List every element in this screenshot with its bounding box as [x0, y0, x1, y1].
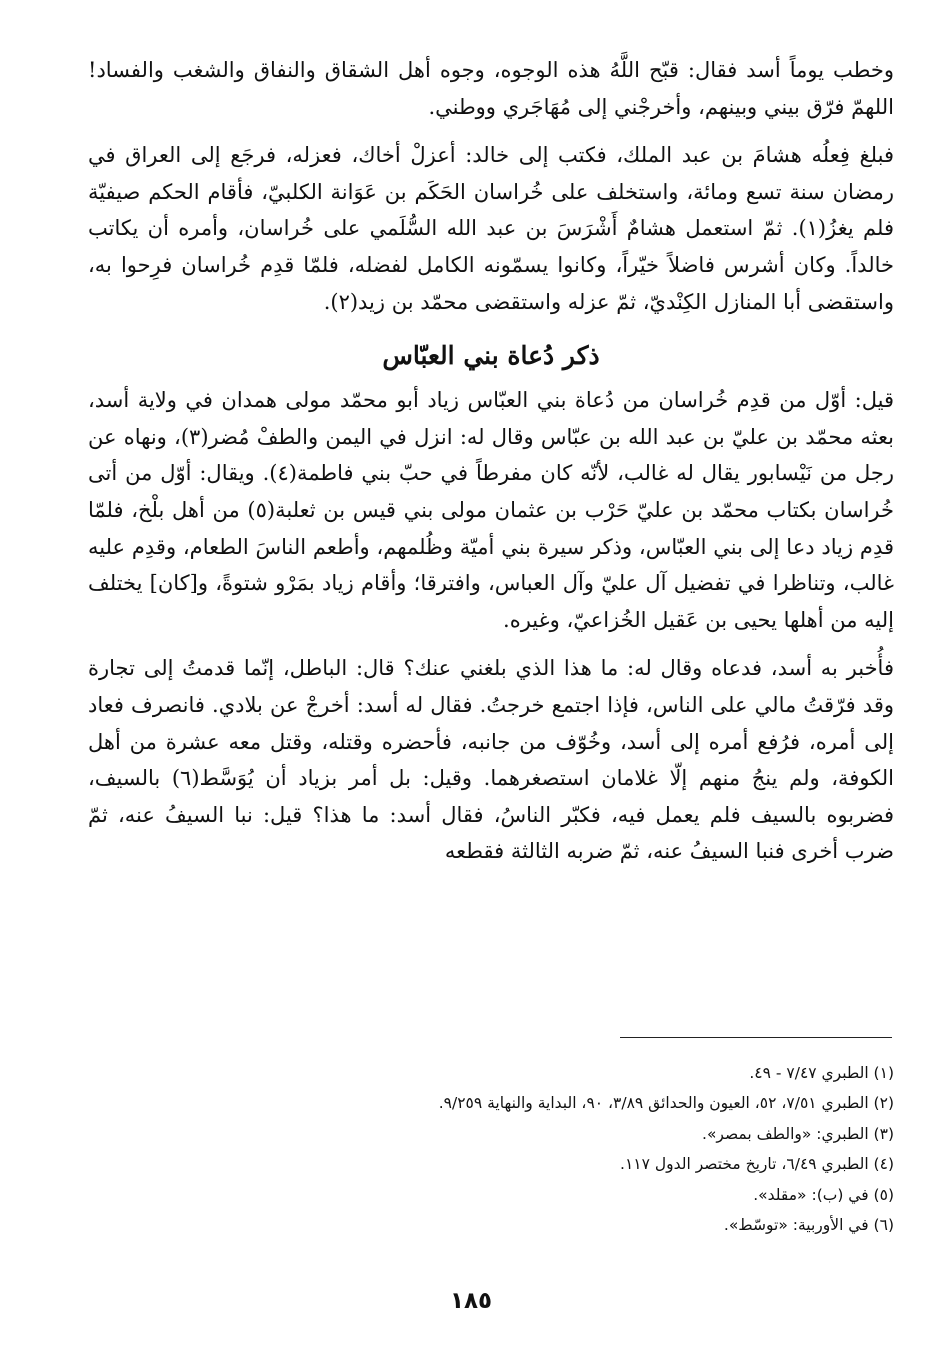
footnote-item: (٣) الطبري: «والطف بمصر». [702, 1124, 894, 1143]
paragraph-abbasid-callers: قيل: أوّل من قدِم خُراسان من دُعاة بني العبّاس زياد أبو محمّد مولى همدان في ولاية أسد، بعثه محمّد بن عليّ بن عبد الله بن عبّاس وقال له: انزل في اليمن والطفْ مُضر(٣)، ونهاه عن رجل من نَيْسابور يقال له غالب، لأنّه كان مفرطاً في حبّ بني فاطمة(٤). ويقال: أوّل من أتى خُراسان بكتاب محمّد بن عليّ حَرْب بن عثمان مولى بني قيس بن ثعلبة(٥) من أهل بلْخ، فلمّا قدِم زياد دعا إلى بني العبّاس، وذكر سيرة بني أميّة وظُلمهم، وأطعم الناسَ الطعام، وقدِم عليه غالب، وتناظرا في تفضيل آل عليّ وآل العباس، وافترقا؛ وأقام زياد بمَرْو شتوةً، و[كان] يختلف إليه من أهلها يحيى بن عَقيل الخُزاعيّ، وغيره. [88, 388, 895, 632]
footnote-item: (٤) الطبري ٦/٤٩، تاريخ مختصر الدول ١١٧. [620, 1155, 894, 1174]
footnote-divider [620, 1037, 892, 1038]
paragraph-hisham-letter: فبلغ فِعلُه هشامَ بن عبد الملك، فكتب إلى خالد: أعزلْ أخاك، فعزله، فرجَع إلى العراق في رمضان سنة تسع ومائة، واستخلف على خُراسان الحَكَم بن عَوَانة الكلبيّ، فأقام الحكم صيفيّة فلم يغزُ(١). ثمّ استعمل هشامٌ أَشْرَسَ بن عبد الله السُّلَمي على خُراسان، وأمره أن يكاتب خالداً. وكان أشرس فاضلاً خيّراً، وكانوا يسمّونه الكامل لفضله، فلمّا قدِم خُراسان فرِحوا به، واستقضى أبا المنازل الكِنْديّ، ثمّ عزله واستقضى محمّد بن زيد(٢). [88, 143, 894, 314]
paragraph-ziyad-execution: فأُخبر به أسد، فدعاه وقال له: ما هذا الذي بلغني عنك؟ قال: الباطل، إنّما قدمتُ إلى تجارة وقد فرّقتُ مالي على الناس، فإذا اجتمع خرجتُ. فقال له أسد: أخرجْ عن بلادي. فانصرف فعاد إلى أمره، فرُفع أمره إلى أسد، وخُوّف من جانبه، فأحضره وقتله، وقتل معه عشرة من أهل الكوفة، ولم ينجُ منهم إلّا غلامان استصغرهما. وقيل: بل أمر بزياد أن يُوَسَّط(٦) بالسيف، فضربوه بالسيف فلم يعمل فيه، فكبّر الناسُ، فقال أسد: ما هذا؟ قيل: نبا السيفُ عنه، ثمّ ضرب أخرى فنبا السيفُ عنه، ثمّ ضربه الثالثة فقطعه [88, 656, 894, 864]
footnote-item: (٢) الطبري ٧/٥١، ٥٢، العيون والحدائق ٣/٨٩، ٩٠، البداية والنهاية ٩/٢٥٩. [438, 1094, 894, 1113]
footnote-item: (٥) في (ب): «مقلد». [753, 1185, 894, 1204]
section-heading: ذكر دُعاة بني العبّاس [382, 341, 600, 371]
footnotes-list [88, 1058, 894, 1240]
page-number: ١٨٥ [449, 1288, 493, 1314]
footnote-item: (١) الطبري ٧/٤٧ - ٤٩. [749, 1064, 894, 1082]
footnote-item: (٦) في الأوربية: «توسّط». [723, 1216, 894, 1235]
paragraph-asad-speech: وخطب يوماً أسد فقال: قبّح اللَّهُ هذه الوجوه، وجوه أهل الشقاق والنفاق والشغب والفساد! اللهمّ فرّق بيني وبينهم، وأخرجْني إلى مُهَاجَري ووطني. [88, 58, 894, 119]
